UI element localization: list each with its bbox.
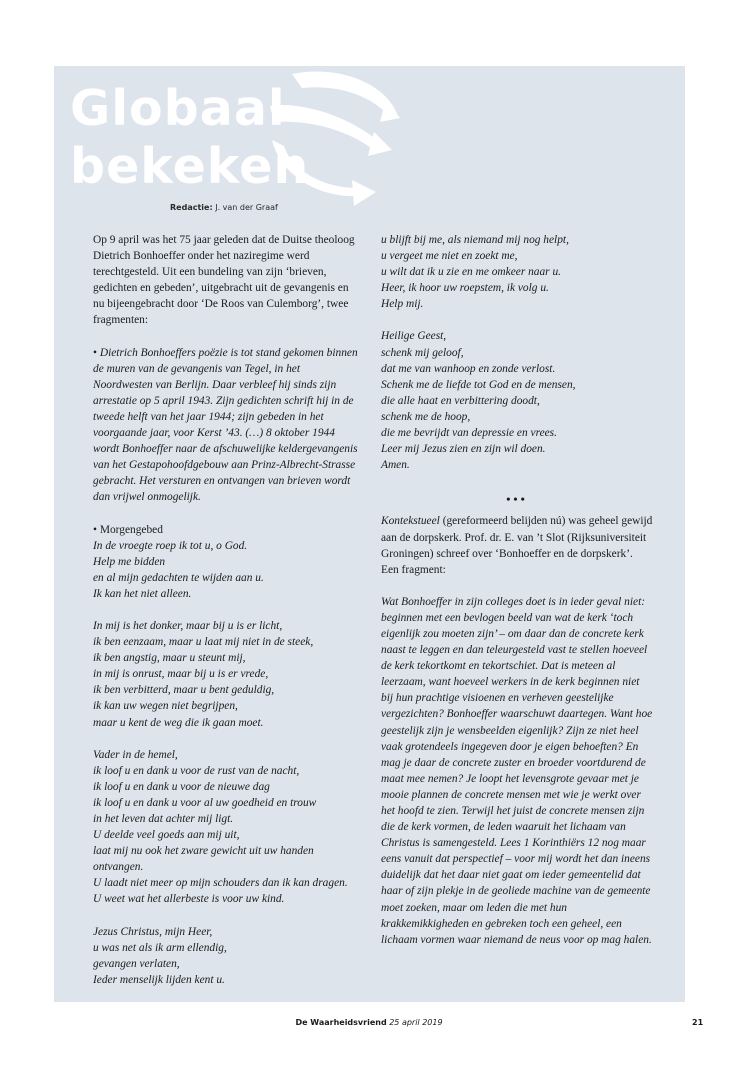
- prayer-title: • Morgengebed: [93, 522, 361, 538]
- prayer-stanzas-continued: [381, 232, 653, 489]
- poem-line: u blijft bij me, als niemand mij nog helpt,: [381, 234, 569, 246]
- poem-line: Amen.: [381, 459, 410, 472]
- poem-line: In de vroegte roep ik tot u, o God.: [93, 539, 248, 552]
- editor-credit: [170, 203, 278, 212]
- poem-line: Help mij.: [381, 298, 424, 311]
- left-column: [93, 232, 361, 1004]
- poem-line: u was net als ik arm ellendig,: [93, 941, 227, 954]
- intro-paragraph: Op 9 april was het 75 jaar geleden dat de Duitse theoloog Dietrich Bonhoeffer onder het naziregime werd terechtgesteld. Uit een bundeling van zijn ‘brieven, gedichten en gebeden’, uitgebracht uit de gevangenis en nu bijeengebracht door ‘De Roos van Culemborg’, twee fragmenten:: [93, 234, 355, 327]
- page-number: 21: [692, 1018, 704, 1027]
- poem-line: laat mij nu ook het zware gewicht uit uw handen: [93, 845, 314, 858]
- section-title: [70, 80, 309, 196]
- poem-line: ik kan uw wegen niet begrijpen,: [93, 700, 238, 713]
- poem-line: U deelde veel goeds aan mij uit,: [93, 829, 240, 842]
- stanza: [381, 232, 653, 312]
- stanza: [93, 924, 361, 988]
- poem-line: die me bevrijdt van depressie en vrees.: [381, 427, 557, 440]
- prayer-stanzas: [93, 538, 361, 1004]
- poem-line: Vader in de hemel,: [93, 748, 178, 761]
- poem-line: Ieder menselijk lijden kent u.: [93, 973, 225, 986]
- poem-line: dat me van wanhoop en zonde verlost.: [381, 362, 556, 375]
- title-line-1: Globaal: [70, 80, 286, 137]
- poem-line: Help me bidden: [93, 555, 166, 568]
- poem-line: in het leven dat achter mij ligt.: [93, 813, 234, 825]
- poem-line: ik ben verbitterd, maar u bent geduldig,: [93, 684, 275, 697]
- bio-paragraph: • Dietrich Bonhoeffers poëzie is tot stand gekomen binnen de muren van de gevangenis van Tegel, in het Noordwesten van Berlijn. Daar verbleef hij sinds zijn arrestatie op 5 april 1943. Zijn gedichten schrift hij in de tweede helft van het jaar 1944; zijn gebeden in het voorgaande jaar, voor Kerst ’43. (…) 8 oktober 1944 wordt Bonhoeffer naar de afschuwelijke keldergevangenis van het Gestapohoofdgebouw aan Prinz-Albrecht-Strasse gebracht. Het versturen en ontvangen van brieven wordt dan vrijwel onmogelijk.: [93, 345, 361, 506]
- poem-line: schenk me de hoop,: [381, 410, 471, 423]
- poem-line: maar u kent de weg die ik gaan moet.: [93, 716, 264, 729]
- poem-line: ik ben eenzaam, maar u laat mij niet in de steek,: [93, 636, 314, 649]
- poem-line: ik loof u en dank u voor de nieuwe dag: [93, 780, 270, 793]
- poem-line: ik loof u en dank u voor de rust van de nacht,: [93, 764, 300, 777]
- poem-line: Heer, ik hoor uw roepstem, ik volg u.: [381, 282, 549, 295]
- poem-line: U laadt niet meer op mijn schouders dan ik kan dragen.: [93, 877, 348, 890]
- poem-line: ik loof u en dank u voor al uw goedheid en trouw: [93, 796, 317, 809]
- poem-line: In mij is het donker, maar bij u is er licht,: [93, 619, 283, 632]
- poem-line: u wilt dat ik u zie en me omkeer naar u.: [381, 266, 562, 279]
- page-footer: [0, 1018, 738, 1027]
- kontext-paragraph: [381, 513, 653, 577]
- poem-line: U weet wat het allerbeste is voor uw kind.: [93, 893, 285, 906]
- publication-name: De Waarheidsvriend: [295, 1018, 387, 1027]
- stanza: [93, 538, 361, 602]
- poem-line: die alle haat en verbittering doodt,: [381, 394, 540, 407]
- poem-line: ik ben angstig, maar u steunt mij,: [93, 652, 246, 665]
- poem-line: gevangen verlaten,: [93, 957, 180, 970]
- poem-line: Ik kan het niet alleen.: [93, 587, 192, 600]
- editor-label: Redactie:: [170, 203, 213, 212]
- poem-line: schenk mij geloof,: [381, 346, 464, 359]
- quote-paragraph: Wat Bonhoeffer in zijn colleges doet is in ieder geval niet: beginnen met een bevlogen beeld van wat de kerk ‘toch eigenlijk zou moeten zijn’ – om daar dan de concrete kerk naast te leggen en dan teleurgesteld vast te stellen hoeveel de kerk tekortkomt en tekortschiet. Dat is meteen al leerzaam, want hoeveel werkers in de kerk beginnen niet bij hun prachtige visioenen en verheven geestelijke vergezichten? Bonhoeffer waarschuwt daartegen. Want hoe geestelijk zijn je wensbeelden eigenlijk? Zijn ze niet heel vaak grotendeels ingegeven door je eigen behoeften? En mag je daar de concrete zuster en broeder voortdurend de maat mee nemen? Je loopt het levensgrote gevaar met je mooie plannen de concrete mensen met wie je werkt over het hoofd te zien. Terwijl het juist de concrete mensen zijn die de kerk vormen, de leden waaruit het lichaam van Christus is samengesteld. Lees 1 Korinthiërs 12 nog maar eens vanuit dat perspectief – voor mij wordt het dan ineens duidelijk dat het daar niet gaat om ieder gemeentelid dat haar of zijn plekje in de geoliede machine van de gemeente moet zoeken, maar om leden die met hun krakkemikkigheden en gebreken toch een geheel, een lichaam vormen waar niemand de neus voor op mag halen.: [381, 595, 653, 946]
- kontext-text: (gereformeerd belijden nú) was geheel gewijd aan de dorpskerk. Prof. dr. E. van ’t Slot (Rijksuniversiteit Groningen) schreef over ‘Bonhoeffer en de dorpskerk’. Een fragment:: [381, 515, 653, 576]
- stanza: [381, 328, 653, 473]
- section-divider: •••: [506, 492, 528, 507]
- poem-line: ontvangen.: [93, 861, 144, 874]
- poem-line: in mij is onrust, maar bij u is er vrede,: [93, 668, 269, 681]
- poem-line: Leer mij Jezus zien en zijn wil doen.: [381, 443, 546, 456]
- magazine-name: Kontekstueel: [381, 515, 440, 528]
- right-column: [381, 232, 653, 948]
- stanza: [93, 747, 361, 908]
- stanza: [93, 618, 361, 731]
- poem-line: Schenk me de liefde tot God en de mensen,: [381, 378, 576, 391]
- issue-date: 25 april 2019: [389, 1018, 443, 1027]
- editor-name: J. van der Graaf: [215, 203, 278, 212]
- poem-line: Heilige Geest,: [381, 330, 447, 343]
- poem-line: Jezus Christus, mijn Heer,: [93, 925, 213, 938]
- title-line-2: bekeken: [70, 138, 310, 195]
- poem-line: en al mijn gedachten te wijden aan u.: [93, 571, 264, 584]
- poem-line: u vergeet me niet en zoekt me,: [381, 250, 518, 263]
